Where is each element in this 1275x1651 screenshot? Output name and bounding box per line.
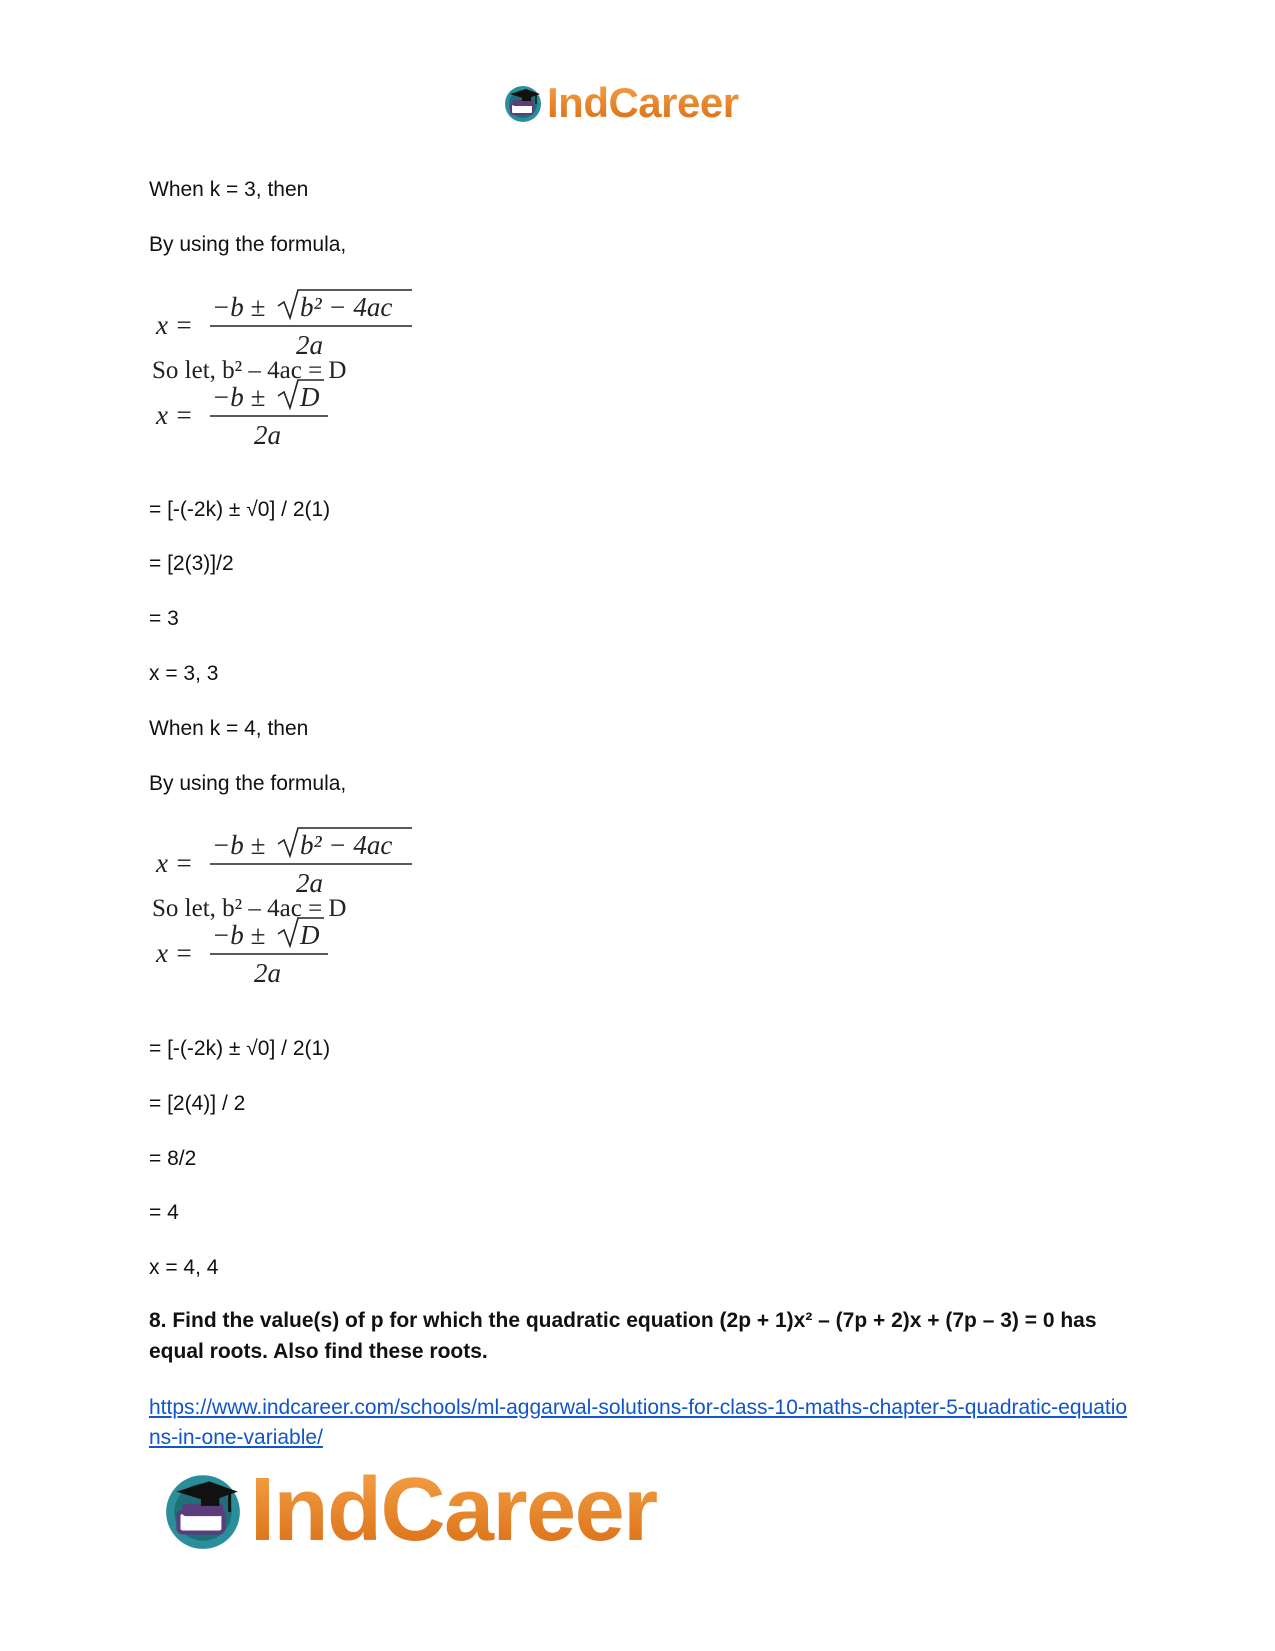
text-when-k4: When k = 4, then bbox=[149, 717, 309, 740]
quadratic-formula-image-2 bbox=[152, 826, 432, 996]
svg-text:−b ±: −b ± bbox=[212, 830, 266, 860]
svg-text:2a: 2a bbox=[254, 958, 281, 988]
svg-text:x =: x = bbox=[156, 938, 193, 968]
svg-text:−b ±: −b ± bbox=[212, 920, 266, 950]
brand-wordmark: IndCareer bbox=[547, 79, 739, 126]
footer-logo bbox=[160, 1459, 657, 1560]
source-link[interactable]: https://www.indcareer.com/schools/ml-aggarwal-solutions-for-class-10-maths-chapter-5-quadratic-equations-in-one-variable/ bbox=[149, 1396, 1128, 1449]
svg-text:2a: 2a bbox=[254, 420, 281, 450]
step-line: = 3 bbox=[149, 607, 179, 630]
formula-denominator: 2a bbox=[296, 330, 323, 360]
result-line: x = 3, 3 bbox=[149, 662, 219, 685]
step-line: = [2(4)] / 2 bbox=[149, 1092, 246, 1115]
text-by-formula-1: By using the formula, bbox=[149, 233, 347, 256]
step-line: = [-(-2k) ± √0] / 2(1) bbox=[149, 498, 331, 521]
formula-numerator: −b ± bbox=[212, 292, 266, 322]
svg-text:So let, b² – 4ac = D: So let, b² – 4ac = D bbox=[152, 895, 347, 922]
formula-radicand: b² − 4ac bbox=[300, 292, 393, 322]
svg-text:b² − 4ac: b² − 4ac bbox=[300, 830, 393, 860]
svg-text:x =: x = bbox=[156, 400, 193, 430]
formula-let-line: So let, b² – 4ac = D bbox=[152, 357, 347, 384]
text-by-formula-2: By using the formula, bbox=[149, 772, 347, 795]
svg-text:x =: x = bbox=[156, 848, 193, 878]
question-8: 8. Find the value(s) of p for which the quadratic equation (2p + 1)x² – (7p + 2)x + (7p – 3) = 0 has equal roots. Also find these roots. bbox=[149, 1309, 1097, 1363]
header-logo bbox=[502, 76, 739, 130]
svg-text:D: D bbox=[300, 920, 320, 950]
brand-wordmark: IndCareer bbox=[250, 1459, 657, 1560]
result-line: x = 4, 4 bbox=[149, 1256, 219, 1279]
graduation-book-icon bbox=[502, 82, 544, 124]
formula-radicand-short: D bbox=[300, 382, 320, 412]
svg-text:2a: 2a bbox=[296, 868, 323, 898]
step-line: = 4 bbox=[149, 1201, 179, 1224]
quadratic-formula-image-1 bbox=[152, 288, 432, 458]
formula-numerator-short: −b ± bbox=[212, 382, 266, 412]
graduation-book-icon bbox=[160, 1467, 246, 1553]
step-line: = [2(3)]/2 bbox=[149, 552, 234, 575]
text-when-k3: When k = 3, then bbox=[149, 178, 309, 201]
formula-x-eq: x = bbox=[156, 310, 193, 340]
step-line: = 8/2 bbox=[149, 1147, 197, 1170]
step-line: = [-(-2k) ± √0] / 2(1) bbox=[149, 1037, 331, 1060]
